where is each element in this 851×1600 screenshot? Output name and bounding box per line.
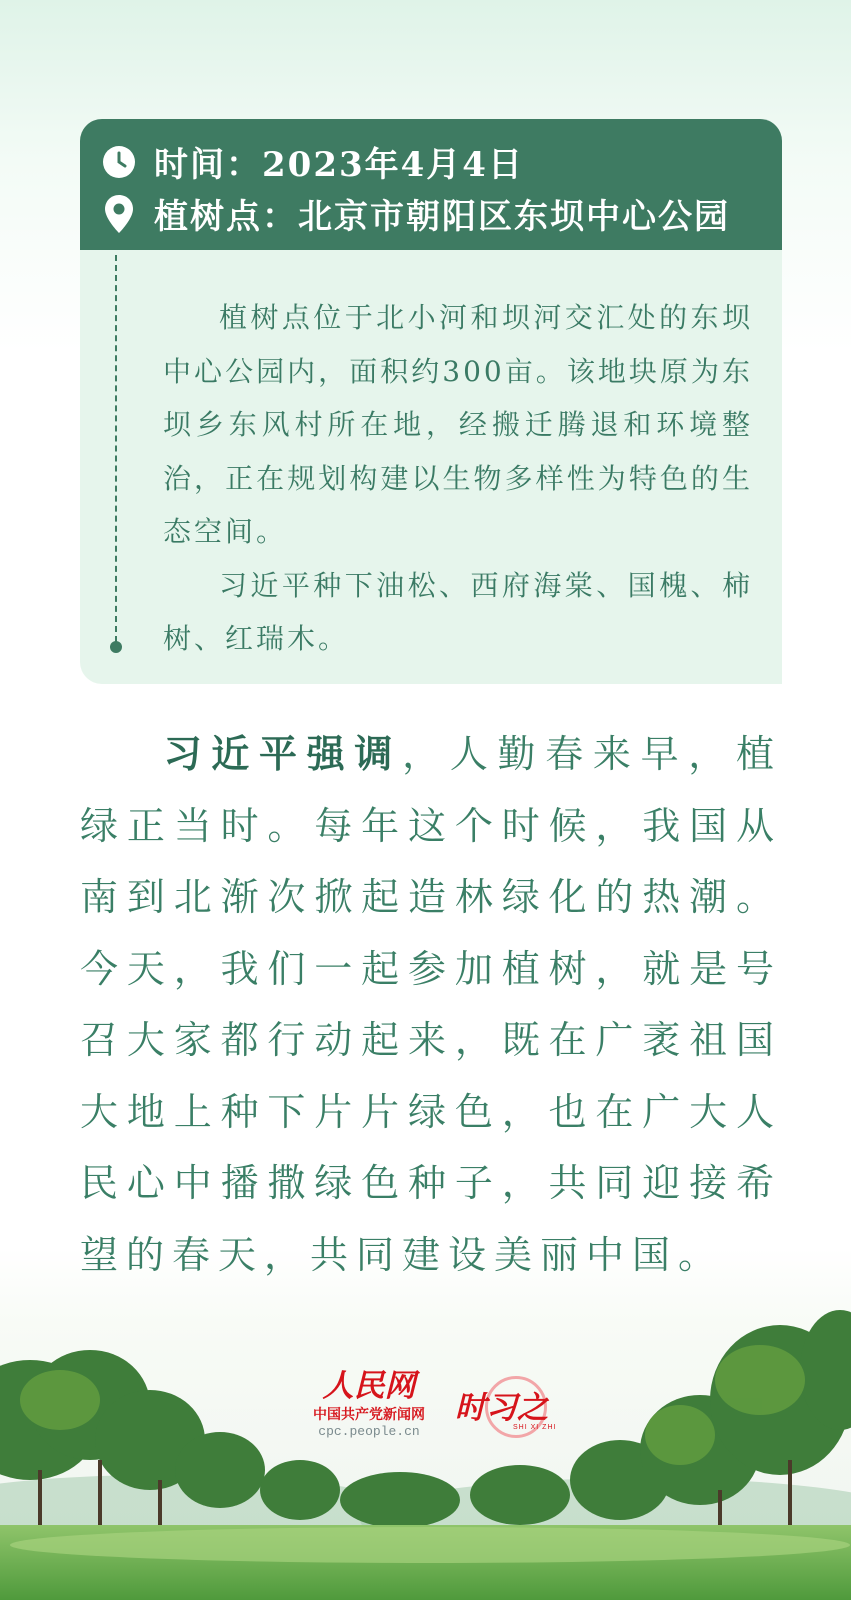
- shixizhi-pinyin: SHI XI ZHI: [513, 1424, 557, 1431]
- clock-icon: [102, 142, 136, 182]
- site-description: 植树点位于北小河和坝河交汇处的东坝中心公园内，面积约300亩。该地块原为东坝乡东风村所在地，经搬迁腾退和环境整治，正在规划构建以生物多样性为特色的生态空间。: [163, 301, 753, 548]
- place-value: 北京市朝阳区东坝中心公园: [298, 197, 730, 237]
- place-row: [102, 189, 730, 238]
- renmin-logo: [294, 1368, 444, 1448]
- shixizhi-brand: 时习之: [455, 1390, 548, 1426]
- time-label: 时间：: [154, 145, 262, 185]
- timeline-dashed-line: [115, 255, 117, 642]
- timeline-dot: [110, 641, 122, 653]
- info-card: [80, 119, 782, 684]
- shixizhi-logo: [455, 1372, 565, 1442]
- info-card-header: [80, 119, 782, 250]
- time-value: 2023年4月4日: [262, 145, 524, 185]
- info-card-body: [163, 291, 753, 666]
- quote-lead: 习近平强调: [163, 731, 403, 776]
- place-label: 植树点：: [154, 197, 298, 237]
- renmin-url: cpc.people.cn: [318, 1424, 420, 1439]
- renmin-subtitle: 中国共产党新闻网: [313, 1406, 425, 1422]
- trees-planted: 习近平种下油松、西府海棠、国槐、柿树、红瑞木。: [163, 568, 753, 655]
- renmin-brand: 人民网: [322, 1368, 416, 1404]
- main-quote: [80, 718, 782, 1291]
- quote-body: ，人勤春来早，植绿正当时。每年这个时候，我国从南到北渐次掀起造林绿化的热潮。今天，我们一起参加植树，就是号召大家都行动起来，既在广袤祖国大地上种下片片绿色，也在广大人民心中播撒绿色种子，共同迎接希望的春天，共同建设美丽中国。: [80, 732, 782, 1277]
- location-pin-icon: [102, 194, 136, 234]
- time-row: [102, 137, 524, 186]
- park-scenery-illustration: [0, 1310, 851, 1600]
